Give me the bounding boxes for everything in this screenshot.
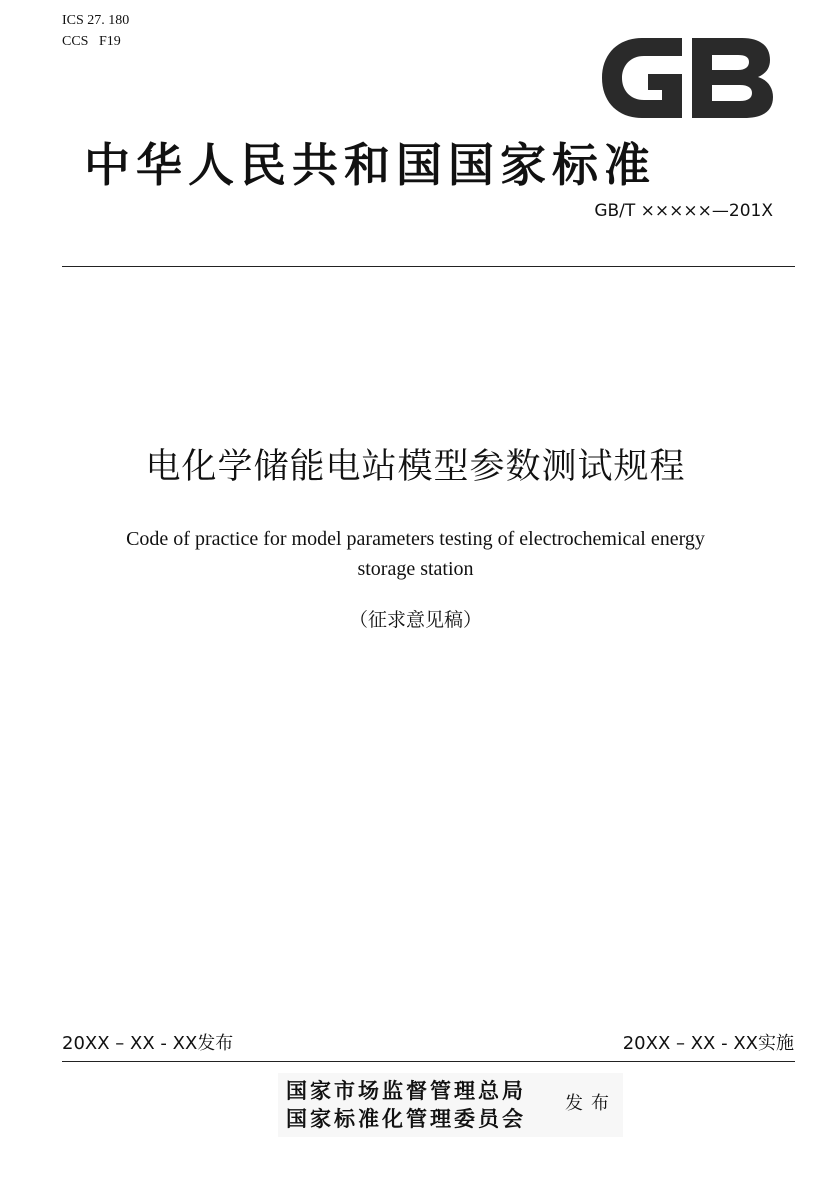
national-standard-title: 中华人民共和国国家标准 (84, 138, 656, 192)
implementation-date: 20XX – XX - XX实施 (622, 1033, 794, 1054)
document-title-chinese: 电化学储能电站模型参数测试规程 (145, 447, 686, 487)
header-divider (62, 266, 795, 267)
issuing-authorities (278, 1073, 623, 1137)
issuer-names (286, 1077, 526, 1133)
issue-date: 20XX – XX - XX发布 (62, 1033, 234, 1054)
classification-codes (62, 10, 129, 52)
document-title-english-line2: storage station (357, 558, 474, 580)
issuer-action-label: 发布 (565, 1093, 617, 1114)
issuer-line-2: 国家标准化管理委员会 (286, 1106, 526, 1131)
ics-code: ICS 27. 180 (62, 13, 130, 28)
standard-number: GB/T ×××××—201X (594, 201, 773, 221)
gb-logo-g-shape (602, 38, 682, 118)
draft-status-label: （征求意见稿） (348, 609, 482, 631)
gb-logo-icon (598, 32, 776, 124)
document-title-english (100, 524, 731, 584)
footer-divider (62, 1061, 795, 1062)
ccs-code: CCS F19 (62, 34, 121, 49)
gb-logo-b-shape (692, 38, 773, 118)
document-title-english-line1: Code of practice for model parameters testing of electrochemical energy (126, 528, 705, 550)
issuer-line-1: 国家市场监督管理总局 (286, 1078, 526, 1103)
